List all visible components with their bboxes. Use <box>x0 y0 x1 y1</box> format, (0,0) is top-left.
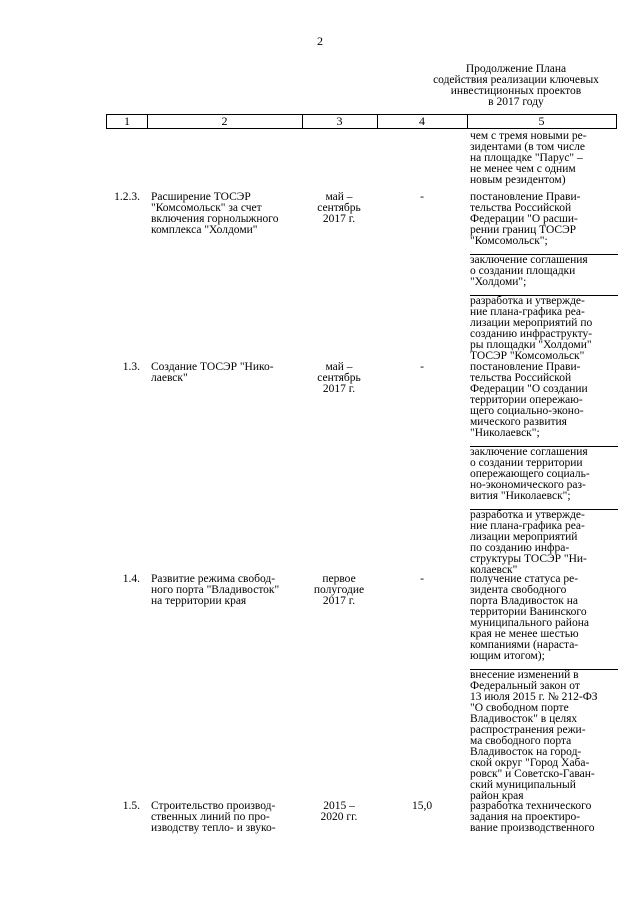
event-amount: - <box>420 361 424 373</box>
text-line: 2020 гг. <box>320 811 358 823</box>
text-line: Создание ТОСЭР "Нико- <box>151 361 274 373</box>
text-line: постановление Прави- <box>470 361 581 373</box>
text-line: получение статуса ре- <box>470 573 579 585</box>
result-paragraph <box>470 669 618 802</box>
text-line: территории опережаю- <box>470 394 583 406</box>
text-line: 13 июля 2015 г. № 212-ФЗ <box>470 691 598 703</box>
text-line: на площадке "Парус" – <box>470 152 583 164</box>
text-line: 2015 – <box>323 800 355 812</box>
text-line: "О свободном порте <box>470 702 569 714</box>
result-cell <box>470 801 618 841</box>
result-cell <box>470 574 618 809</box>
column-number: 5 <box>538 114 545 128</box>
text-line: лизации мероприятий <box>470 531 578 543</box>
text-line: по созданию инфра- <box>470 542 570 554</box>
text-line: о создании площадки <box>470 265 576 277</box>
text-line: но-экономического раз- <box>470 479 586 491</box>
text-line: Расширение ТОСЭР <box>151 191 251 203</box>
result-paragraph <box>470 295 618 362</box>
text-line: компаниями (нараста- <box>470 639 579 651</box>
text-line: Владивосток" в целях <box>470 713 578 725</box>
continuation-line: Продолжение Плана <box>465 63 567 75</box>
text-line: ры площадки "Холдоми" <box>470 339 592 351</box>
text-line: комплекса "Холдоми" <box>151 224 258 236</box>
column-number-row <box>106 114 617 129</box>
text-line: на территории края <box>151 595 247 607</box>
event-amount: 15,0 <box>411 800 433 812</box>
result-paragraph <box>470 131 618 186</box>
text-line: ма свободного порта <box>470 735 572 747</box>
text-line: первое <box>322 573 356 585</box>
text-line: ного порта "Владивосток" <box>151 584 280 596</box>
event-name <box>151 801 301 834</box>
text-line: май – <box>325 361 353 373</box>
text-line: разработка и утвержде- <box>470 509 585 521</box>
event-date <box>301 801 377 823</box>
continuation-line: в 2017 году <box>488 96 544 108</box>
column-number: 4 <box>419 114 425 128</box>
text-line: 2017 г. <box>322 595 356 607</box>
text-line: вития "Николаевск"; <box>470 490 571 502</box>
continuation-header <box>416 64 616 108</box>
text-line: сентябрь <box>317 372 361 384</box>
text-line: май – <box>325 191 353 203</box>
text-line: зидента свободного <box>470 584 567 596</box>
column-number: 1 <box>124 114 130 128</box>
result-paragraph <box>470 509 618 576</box>
text-line: тельства Российской <box>470 372 572 384</box>
text-line: ской округ "Город Хаба- <box>470 757 590 769</box>
event-amount: - <box>420 191 424 203</box>
text-line: распространения режи- <box>470 724 586 736</box>
text-line: разработка и утвержде- <box>470 295 585 307</box>
text-line: ский муниципальный <box>470 779 576 791</box>
text-line: постановление Прави- <box>470 191 581 203</box>
text-line: лизации мероприятий по <box>470 317 593 329</box>
event-name <box>151 192 301 236</box>
text-line: разработка технического <box>470 800 592 812</box>
text-line: о создании территории <box>470 457 583 469</box>
result-paragraph <box>470 192 618 247</box>
text-line: не менее чем с одним <box>470 163 576 175</box>
text-line: территории Ванинского <box>470 606 587 618</box>
result-paragraph <box>470 801 618 834</box>
text-line: "Комсомольск" за счет <box>151 202 262 214</box>
result-paragraph <box>470 362 618 439</box>
text-line: Развитие режима свобод- <box>151 573 276 585</box>
event-name <box>151 362 301 384</box>
page-number: 2 <box>317 34 323 48</box>
text-line: Строительство производ- <box>151 800 276 812</box>
event-date <box>301 192 377 225</box>
text-line: заключение соглашения <box>470 254 588 266</box>
continuation-line: содействия реализации ключевых <box>433 74 599 86</box>
text-line: ственных линий по про- <box>151 811 270 823</box>
text-line: щего социально-эконо- <box>470 405 584 417</box>
column-number: 3 <box>336 114 343 128</box>
result-paragraph <box>470 446 618 502</box>
text-line: включения горнолыжного <box>151 213 279 225</box>
event-date <box>301 574 377 607</box>
text-line: Федеральный закон от <box>470 680 580 692</box>
row-number: 1.3. <box>122 361 140 373</box>
text-line: изводству тепло- и звуко- <box>151 822 276 834</box>
text-line: 2017 г. <box>322 383 356 395</box>
continuation-line: инвестиционных проектов <box>450 85 582 97</box>
row-number: 1.5. <box>122 800 140 812</box>
text-line: "Холдоми"; <box>470 276 527 288</box>
text-line: зидентами (в том числе <box>470 141 585 153</box>
text-line: Федерации "О создании <box>470 383 588 395</box>
text-line: задания на проектиро- <box>470 811 581 823</box>
text-line: вание производственного <box>470 822 595 834</box>
text-line: структуры ТОСЭР "Ни- <box>470 553 587 565</box>
text-line: "Комсомольск"; <box>470 235 548 247</box>
text-line: созданию инфраструкту- <box>470 328 593 340</box>
text-line: ние плана-графика реа- <box>470 306 585 318</box>
row-number: 1.4. <box>122 573 140 585</box>
text-line: Владивосток на город- <box>470 746 582 758</box>
text-line: новым резидентом) <box>470 174 566 186</box>
row-number: 1.2.3. <box>114 191 140 203</box>
text-line: мического развития <box>470 416 567 428</box>
text-line: опережающего социаль- <box>470 468 590 480</box>
text-line: рении границ ТОСЭР <box>470 224 577 236</box>
text-line: полугодие <box>313 584 365 596</box>
text-line: Федерации "О расши- <box>470 213 578 225</box>
text-line: порта Владивосток на <box>470 595 579 607</box>
text-line: края не менее шестью <box>470 628 579 640</box>
result-cell <box>470 192 618 369</box>
text-line: заключение соглашения <box>470 446 588 458</box>
text-line: ние плана-графика реа- <box>470 520 585 532</box>
text-line: район края <box>470 790 524 802</box>
text-line: муниципального района <box>470 617 589 629</box>
event-amount: - <box>420 573 424 585</box>
result-paragraph <box>470 574 618 662</box>
text-line: ровск" и Советско-Гаван- <box>470 768 595 780</box>
text-line: ющим итогом); <box>470 650 545 662</box>
text-line: "Николаевск"; <box>470 427 540 439</box>
column-number: 2 <box>221 114 228 128</box>
text-line: чем с тремя новыми ре- <box>470 130 587 142</box>
result-paragraph <box>470 254 618 288</box>
text-line: колаевск" <box>470 564 518 576</box>
event-name <box>151 574 301 607</box>
result-cell <box>470 131 618 193</box>
text-line: внесение изменений в <box>470 669 579 681</box>
text-line: сентябрь <box>317 202 361 214</box>
text-line: тельства Российской <box>470 202 572 214</box>
text-line: 2017 г. <box>322 213 356 225</box>
text-line: ТОСЭР "Комсомольск" <box>470 350 585 362</box>
result-cell <box>470 362 618 583</box>
text-line: лаевск" <box>151 372 188 384</box>
event-date <box>301 362 377 395</box>
